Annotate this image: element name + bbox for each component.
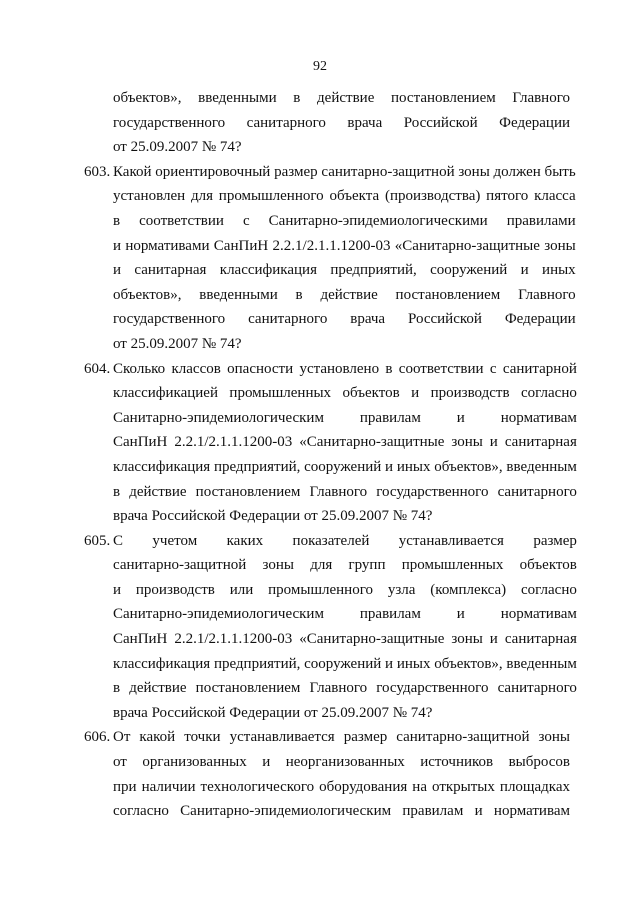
text-line: в действие постановлением Главного государственного санитарного (113, 680, 577, 697)
text-line: Какой ориентировочный размер санитарно-защитной зоны должен быть (113, 163, 576, 180)
text-line: классификацией промышленных объектов и производств согласно (113, 385, 577, 402)
text-line: классификация предприятий, сооружений и иных объектов», введенным (113, 655, 577, 672)
text-line: СанПиН 2.2.1/2.1.1.1200-03 «Санитарно-защитные зоны и санитарная (113, 434, 577, 451)
text-line: от 25.09.2007 № 74? (113, 335, 242, 352)
question-number: 606. (84, 729, 111, 746)
text-line: и производств или промышленного узла (комплекса) согласно (113, 581, 577, 598)
document-body (84, 86, 577, 824)
question-number: 604. (84, 360, 111, 377)
text-line: и нормативами СанПиН 2.2.1/2.1.1.1200-03 «Санитарно-защитные зоны (113, 237, 576, 254)
text-line: От какой точки устанавливается размер санитарно-защитной зоны (113, 729, 570, 746)
text-line: Санитарно-эпидемиологическим правилам и нормативам (113, 409, 577, 426)
text-line: Сколько классов опасности установлено в соответствии с санитарной (113, 360, 577, 377)
text-line: и санитарная классификация предприятий, сооружений и иных (113, 262, 576, 279)
text-line: установлен для промышленного объекта (производства) пятого класса (113, 188, 576, 205)
text-line: от 25.09.2007 № 74? (113, 139, 242, 156)
text-line: С учетом каких показателей устанавливается размер (113, 532, 577, 549)
question-text (113, 529, 577, 726)
text-line: в действие постановлением Главного государственного санитарного (113, 483, 577, 500)
page-number: 92 (313, 59, 327, 74)
text-line: объектов», введенными в действие постановлением Главного (113, 90, 570, 106)
question-text (113, 160, 576, 357)
text-line: санитарно-защитной зоны для групп промышленных объектов (113, 557, 577, 574)
text-line: объектов», введенными в действие постановлением Главного (113, 286, 576, 303)
question-text (113, 357, 577, 529)
question-604 (84, 357, 577, 529)
text-line: врача Российской Федерации от 25.09.2007 № 74? (113, 508, 433, 525)
text-line: СанПиН 2.2.1/2.1.1.1200-03 «Санитарно-защитные зоны и санитарная (113, 631, 577, 648)
text-line: врача Российской Федерации от 25.09.2007 № 74? (113, 704, 433, 721)
text-line: в соответствии с Санитарно-эпидемиологическими правилами (113, 212, 576, 229)
question-text (113, 725, 570, 823)
question-606 (84, 725, 570, 823)
text-line: от организованных и неорганизованных источников выбросов (113, 754, 570, 771)
question-number: 603. (84, 163, 111, 180)
continuation-paragraph (84, 86, 570, 160)
text-line: классификация предприятий, сооружений и иных объектов», введенным (113, 458, 577, 475)
question-number: 605. (84, 532, 111, 549)
text-line: при наличии технологического оборудования на открытых площадках (113, 778, 570, 795)
text-line: Санитарно-эпидемиологическим правилам и нормативам (113, 606, 577, 623)
question-603 (84, 160, 576, 357)
text-line: государственного санитарного врача Российской Федерации (113, 311, 576, 328)
question-605 (84, 529, 577, 726)
text-line: согласно Санитарно-эпидемиологическим правилам и нормативам (113, 803, 570, 820)
text-line: государственного санитарного врача Российской Федерации (113, 114, 570, 131)
